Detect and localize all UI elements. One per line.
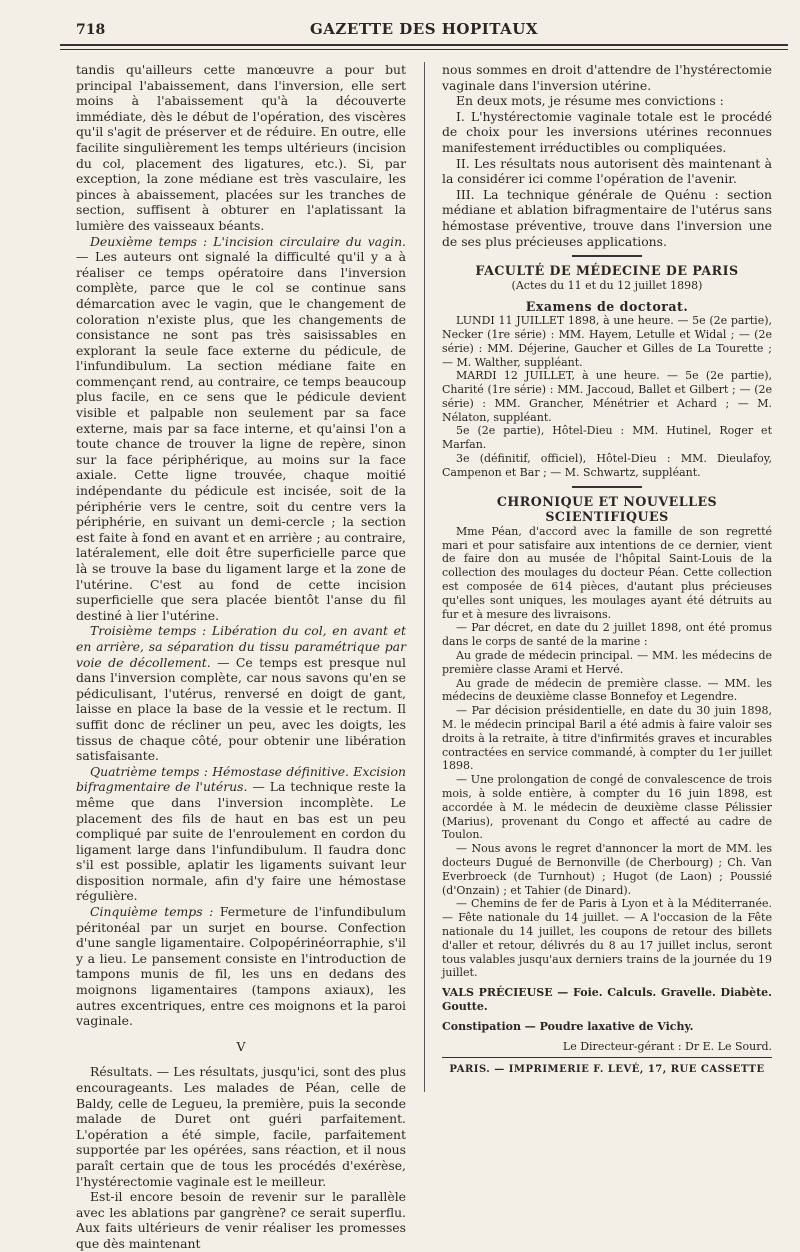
- exam-entry: 5e (2e partie), Hôtel-Dieu : MM. Hutinel, Roger et Marfan.: [442, 424, 772, 452]
- paragraph: II. Les résultats nous autorisent dès maintenant à la considérer ici comme l'opération de l'avenir.: [442, 155, 772, 187]
- paragraph: [76, 234, 406, 624]
- right-column: [442, 62, 772, 1078]
- news-item: — Une prolongation de congé de convalescence de trois mois, à solde entière, à compter du 16 juin 1898, est accordée à M. le médecin de deuxième classe Pélissier (Marius), provenant du Congo et affecté au cadre de Toulon.: [442, 773, 772, 842]
- separator: [572, 255, 642, 257]
- paragraph: III. La technique générale de Quénu : section médiane et ablation bifragmentaire de l'utérus sans hémostase préventive, trouve dans l'inversion une de ses plus précieuses applications.: [442, 186, 772, 249]
- step-title: Deuxième temps : L'incision circulaire du vagin.: [90, 233, 406, 249]
- advert-line: Constipation — Poudre laxative de Vichy.: [442, 1019, 694, 1033]
- news-item: — Par décret, en date du 2 juillet 1898, ont été promus dans le corps de santé de la marine :: [442, 621, 772, 649]
- paragraph: [76, 904, 406, 1029]
- header-rule: [60, 44, 788, 46]
- advert-line: VALS PRÉCIEUSE — Foie. Calculs. Gravelle. Diabète. Goutte.: [442, 986, 772, 1013]
- news-item: Au grade de médecin principal. — MM. les médecins de première classe Arami et Hervé.: [442, 649, 772, 676]
- header-rule-thin: [60, 49, 788, 50]
- page-header: [60, 14, 788, 48]
- paragraph: nous sommes en droit d'attendre de l'hystérectomie vaginale dans l'inversion utérine.: [442, 62, 772, 93]
- paragraph: I. L'hystérectomie vaginale totale est le procédé de choix pour les inversions utérines reconnues manifestement irréductibles ou compliquées.: [442, 108, 772, 155]
- news-item: Au grade de médecin de première classe. — MM. les médecins de deuxième classe Bonnefoy et Legendre.: [442, 676, 772, 704]
- footer-rule: [442, 1057, 772, 1058]
- paragraph-text: — Ce temps est presque nul dans l'inversion complète, car nous savons qu'en se pédiculisant, l'utérus, renversé en doigt de gant, laisse en place la base de la vessie et le rectum. Il suffit donc de récliner un peu, avec les doigts, les tissus de chaque côté, pour obtenir une libération satisfaisante.: [76, 654, 406, 764]
- news-item: Mme Péan, d'accord avec la famille de son regretté mari et pour satisfaire aux intentions de ce dernier, vient de faire don au musée de l'hôpital Saint-Louis de la collection des moulages du docteur Péan. Cette collection est composée de 614 pièces, d'autant plus précieuses qu'elles sont uniques, les moulages ayant été détruits au fur et à mesure des livraisons.: [442, 524, 772, 621]
- paragraph: Résultats. — Les résultats, jusqu'ici, sont des plus encourageants. Les malades de Péan, celle de Baldy, celle de Legueu, la première, puis la seconde malade de Duret ont guéri parfaitement. L'opération a été simple, facile, parfaitement supportée par les opérées, sans réaction, et il nous paraît certain que de tous les procédés d'exérèse, l'hystérectomie vaginale est le meilleur.: [76, 1064, 406, 1189]
- separator: [572, 486, 642, 488]
- step-title: Troisième temps : Libération du col, en avant et en arrière, sa séparation du tissu paramétrique par voie de décollement.: [76, 623, 406, 670]
- paragraph: [76, 764, 406, 904]
- paragraph: Est-il encore besoin de revenir sur le parallèle avec les ablations par gangrène? ce serait superflu. Aux faits ultérieurs de venir réaliser les promesses que dès maintenant: [76, 1189, 406, 1251]
- paragraph: En deux mots, je résume mes convictions :: [456, 93, 724, 109]
- exam-entry: LUNDI 11 JUILLET 1898, à une heure. — 5e (2e partie), Necker (1re série) : MM. Hayem, Letulle et Widal ; — (2e série) : MM. Déjerine, Gaucher et Gilles de La Tourette ; — M. Walther, suppléant.: [442, 314, 772, 369]
- section-heading: FACULTÉ DE MÉDECINE DE PARIS: [475, 263, 739, 279]
- editor-line: Le Directeur-gérant : Dr E. Le Sourd.: [562, 1039, 772, 1053]
- news-item: — Nous avons le regret d'annoncer la mort de MM. les docteurs Dugué de Bernonville (de Cherbourg) ; Ch. Van Everbroeck (de Turnhout) ; Hugot (de Laon) ; Poussié (d'Onzain) ; et Tahier (de Dinard).: [442, 842, 772, 897]
- section-numeral: V: [236, 1038, 246, 1054]
- paragraph-text: — Les auteurs ont signalé la difficulté qu'il y a à réaliser ce temps opératoire dans l'inversion complète, parce que le col se continue sans démarcation avec le vagin, que le changement de coloration n'existe plus, que les changements de consistance ne sont pas très saisissables en explorant la seule face externe du pédicule, de l'infundibulum. La section médiane faite en commençant rend, au contraire, ce temps beaucoup plus facile, en ce sens que le pédicule devient visible et palpable non seulement par sa face externe, mais par sa face interne, et qu'ainsi l'on a toute chance de trouver la ligne de repère, sinon sur la face périphérique, au moins sur la face axiale. Cette ligne trouvée, chaque moitié indépendante du pédicule est incisée, soit de la périphérie vers le centre, soit du centre vers la périphérie, en suivant un demi-cercle ; la section est faite à fond en avant et en arrière ; au contraire, latéralement, elle doit être superficielle parce que là se trouve la base du ligament large et la zone de l'utérine. C'est au fond de cette incision superficielle que sera placée bientôt l'anse du fil destiné à lier l'utérine.: [76, 249, 406, 623]
- news-item: — Par décision présidentielle, en date du 30 juin 1898, M. le médecin principal Baril a été admis à faire valoir ses droits à la retraite, à titre d'infirmités graves et incurables contractées en service commandé, à compter du 1er juillet 1898.: [442, 704, 772, 773]
- journal-title: GAZETTE DES HOPITAUX: [309, 20, 538, 38]
- exam-entry: MARDI 12 JUILLET, à une heure. — 5e (2e partie), Charité (1re série) : MM. Jaccoud, Ballet et Gilbert ; — (2e série) : MM. Grancher, Ménétrier et Achard ; — M. Nélaton, suppléant.: [442, 369, 772, 424]
- news-item: — Chemins de fer de Paris à Lyon et à la Méditerranée. — Fête nationale du 14 juillet. — A l'occasion de la Fête nationale du 14 juillet, les coupons de retour des billets d'aller et retour, délivrés du 8 au 17 juillet inclus, seront tous valables jusqu'aux derniers trains de la journée du 19 juillet.: [442, 897, 772, 980]
- exam-entry: 3e (définitif, officiel), Hôtel-Dieu : MM. Dieulafoy, Campenon et Bar ; — M. Schwartz, suppléant.: [442, 452, 772, 479]
- section-subheading: (Actes du 11 et du 12 juillet 1898): [511, 278, 703, 292]
- paragraph-text: — La technique reste la même que dans l'inversion incomplète. Le placement des fils de haut en bas est un peu compliqué par suite de l'enroulement en cordon du ligament large dans l'infundibulum. Il faudra donc s'il est possible, aplatir les ligaments suivant leur disposition normale, afin d'y faire une hémostase régulière.: [76, 779, 406, 904]
- paragraph-text: Fermeture de l'infundibulum péritonéal par un surjet en bourse. Confection d'une sangle ligamentaire. Colpopérinéorraphie, s'il y a lieu. Le pansement consiste en l'introduction de tampons munis de fil, les uns en dedans des moignons ligamentaires (tampons axiaux), les autres excentriques, entre ces moignons et la paroi vaginale.: [76, 904, 406, 1029]
- paragraph: [76, 623, 406, 763]
- section-heading: CHRONIQUE ET NOUVELLES SCIENTIFIQUES: [496, 493, 718, 525]
- printer-line: PARIS. — IMPRIMERIE F. LEVÉ, 17, RUE CASSETTE: [449, 1064, 765, 1076]
- paragraph: tandis qu'ailleurs cette manœuvre a pour but principal l'abaissement, dans l'inversion, elle sert moins à l'abaissement qu'à la découverte immédiate, dès le début de l'opération, des viscères qu'il s'agit de préserver et de réduire. En outre, elle facilite singulièrement les temps ultérieurs (incision du col, placement des ligatures, etc.). Si, par exception, la zone médiane est très vasculaire, les pinces à abaissement, placées sur les tranches de section, suffisent à obturer en l'aplatissant la lumière des vaisseaux béants.: [76, 62, 406, 233]
- page-number: 718: [76, 22, 106, 38]
- step-title: Cinquième temps :: [90, 904, 214, 920]
- step-title: Quatrième temps : Hémostase définitive. Excision bifragmentaire de l'utérus.: [76, 763, 406, 795]
- column-divider: [424, 62, 425, 1092]
- section-heading: Examens de doctorat.: [525, 298, 689, 314]
- left-column: [76, 62, 406, 1252]
